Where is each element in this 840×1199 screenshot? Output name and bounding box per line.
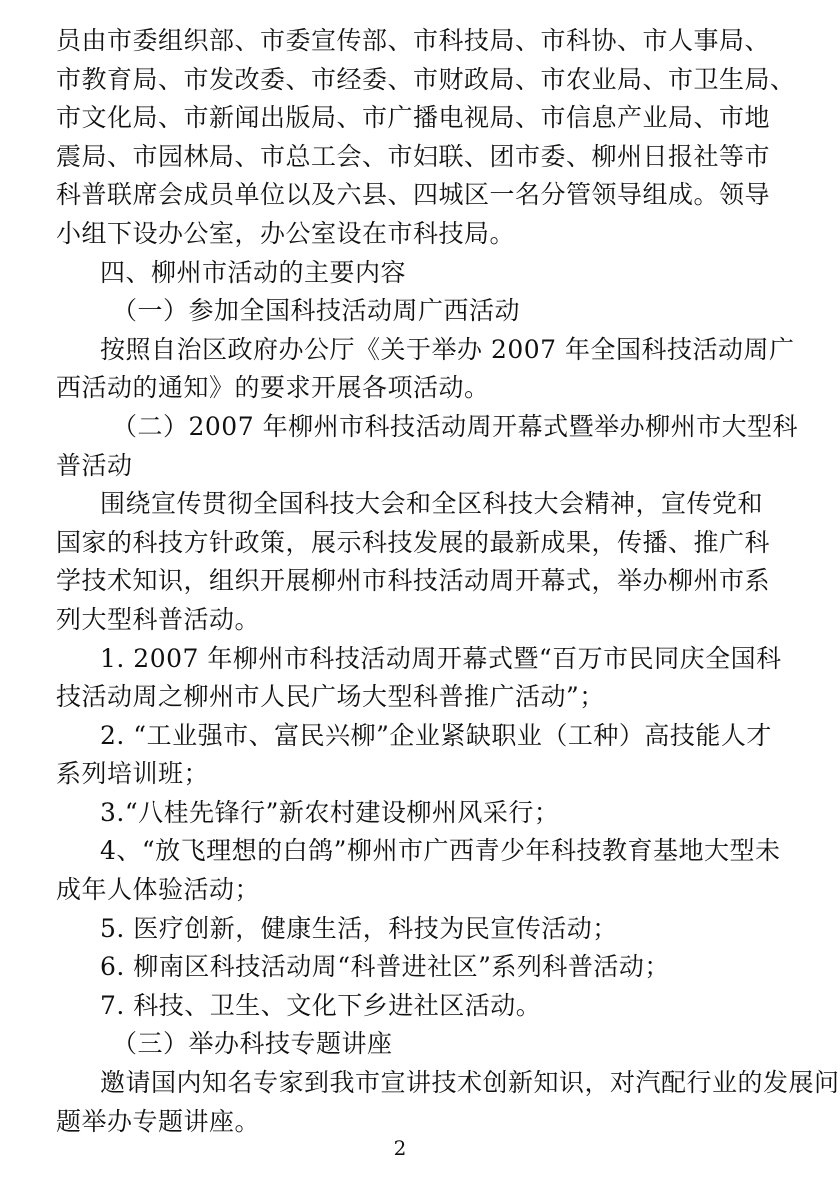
text-line: 学技术知识，组织开展柳州市科技活动周开幕式，举办柳州市系 [56, 566, 771, 596]
text-line: 员由市委组织部、市委宣传部、市科技局、市科协、市人事局、 [56, 26, 771, 55]
text-line: 邀请国内知名专家到我市宣讲技术创新知识，对汽配行业的发展问 [100, 1068, 840, 1098]
text-line: 国家的科技方针政策，展示科技发展的最新成果，传播、推广科 [56, 527, 771, 557]
text-line: 科普联席会成员单位以及六县、四城区一名分管领导组成。领导 [56, 180, 771, 210]
text-line: （一）参加全国科技活动周广西活动 [112, 296, 521, 326]
text-line: 6. 柳南区科技活动周“科普进社区”系列科普活动； [100, 952, 670, 982]
text-line: 普活动 [56, 450, 133, 480]
text-line: 4、“放飞理想的白鸽”柳州市广西青少年科技教育基地大型未 [100, 836, 781, 866]
text-line: 市教育局、市发改委、市经委、市财政局、市农业局、市卫生局、 [56, 64, 796, 94]
text-line: 震局、市园林局、市总工会、市妇联、团市委、柳州日报社等市 [56, 141, 771, 171]
text-line: 题举办专题讲座。 [56, 1106, 261, 1136]
text-line: 列大型科普活动。 [56, 604, 261, 634]
text-line: 围绕宣传贯彻全国科技大会和全区科技大会精神，宣传党和 [100, 489, 764, 519]
text-line: 技活动周之柳州市人民广场大型科普推广活动”； [56, 682, 605, 712]
text-line: （三）举办科技专题讲座 [112, 1029, 393, 1059]
text-line: 1. 2007 年柳州市科技活动周开幕式暨“百万市民同庆全国科 [100, 643, 782, 673]
text-line: 2. “工业强市、富民兴柳”企业紧缺职业（工种）高技能人才 [100, 720, 772, 750]
text-line: 系列培训班； [56, 759, 210, 789]
text-line: 市文化局、市新闻出版局、市广播电视局、市信息产业局、市地 [56, 103, 771, 133]
text-line: 按照自治区政府办公厅《关于举办 2007 年全国科技活动周广 [100, 334, 795, 364]
text-line: 四、柳州市活动的主要内容 [100, 257, 407, 287]
text-line: 7. 科技、卫生、文化下乡进社区活动。 [100, 990, 542, 1020]
text-line: 小组下设办公室，办公室设在市科技局。 [56, 218, 516, 248]
page-number: 2 [393, 1136, 407, 1160]
text-line: 3.“八桂先锋行”新农村建设柳州风采行； [100, 797, 560, 827]
text-line: 西活动的通知》的要求开展各项活动。 [56, 373, 490, 403]
text-line: 5. 医疗创新，健康生活，科技为民宣传活动； [100, 913, 618, 943]
text-line: （二）2007 年柳州市科技活动周开幕式暨举办柳州市大型科 [112, 411, 799, 441]
document-body [56, 22, 840, 1141]
text-line: 成年人体验活动； [56, 875, 261, 905]
